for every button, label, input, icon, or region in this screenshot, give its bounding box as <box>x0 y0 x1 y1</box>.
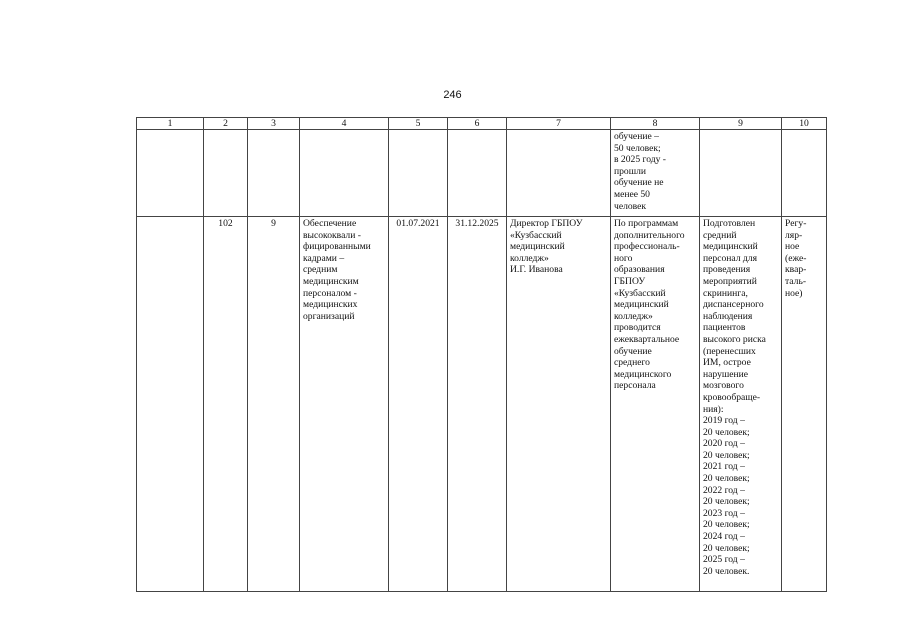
table-cell <box>248 130 300 217</box>
table-cell <box>700 130 782 217</box>
start-date-cell: 01.07.2021 <box>389 217 448 592</box>
result-cell: обучение – 50 человек; в 2025 году - прошли обучение не менее 50 человек <box>611 130 700 217</box>
column-header-3: 3 <box>248 118 300 130</box>
activity-name-cell: Обеспечение высококвали - фицированными кадрами – средним медицинским персоналом - медицинских организаций <box>300 217 389 592</box>
column-header-7: 7 <box>507 118 611 130</box>
plan-table <box>136 117 827 592</box>
column-header-6: 6 <box>448 118 507 130</box>
table-cell <box>389 130 448 217</box>
responsible-cell: Директор ГБПОУ «Кузбасский медицинский колледж» И.Г. Иванова <box>507 217 611 592</box>
table-row <box>137 217 827 592</box>
column-header-9: 9 <box>700 118 782 130</box>
result-cell: Подготовлен средний медицинский персонал для проведения мероприятий скрининга, диспансерного наблюдения пациентов высокого риска (перенесших ИМ, острое нарушение мозгового кровообраще- ния): 2019 год – 20 человек; 2020 год – 20 человек; 2021 год – 20 человек; 2022 год – 20 человек; 2023 год – 20 человек; 2024 год – 20 человек; 2025 год – 20 человек. <box>700 217 782 592</box>
table-row <box>137 130 827 217</box>
item-number-cell: 9 <box>248 217 300 592</box>
column-header-8: 8 <box>611 118 700 130</box>
column-header-2: 2 <box>204 118 248 130</box>
table-cell <box>300 130 389 217</box>
column-header-10: 10 <box>782 118 827 130</box>
table-cell <box>782 130 827 217</box>
end-date-cell: 31.12.2025 <box>448 217 507 592</box>
table-cell <box>448 130 507 217</box>
description-cell: По программам дополнительного профессиональ- ного образования ГБПОУ «Кузбасский медицинский колледж» проводится ежеквартальное обучение среднего медицинского персонала <box>611 217 700 592</box>
frequency-cell: Регу- ляр- ное (еже- квар- таль- ное) <box>782 217 827 592</box>
column-header-5: 5 <box>389 118 448 130</box>
table-cell <box>137 217 204 592</box>
column-header-4: 4 <box>300 118 389 130</box>
table-cell <box>137 130 204 217</box>
row-number-cell: 102 <box>204 217 248 592</box>
table-cell <box>507 130 611 217</box>
page-number: 246 <box>443 89 462 101</box>
table-cell <box>204 130 248 217</box>
header-row <box>137 118 827 130</box>
column-header-1: 1 <box>137 118 204 130</box>
